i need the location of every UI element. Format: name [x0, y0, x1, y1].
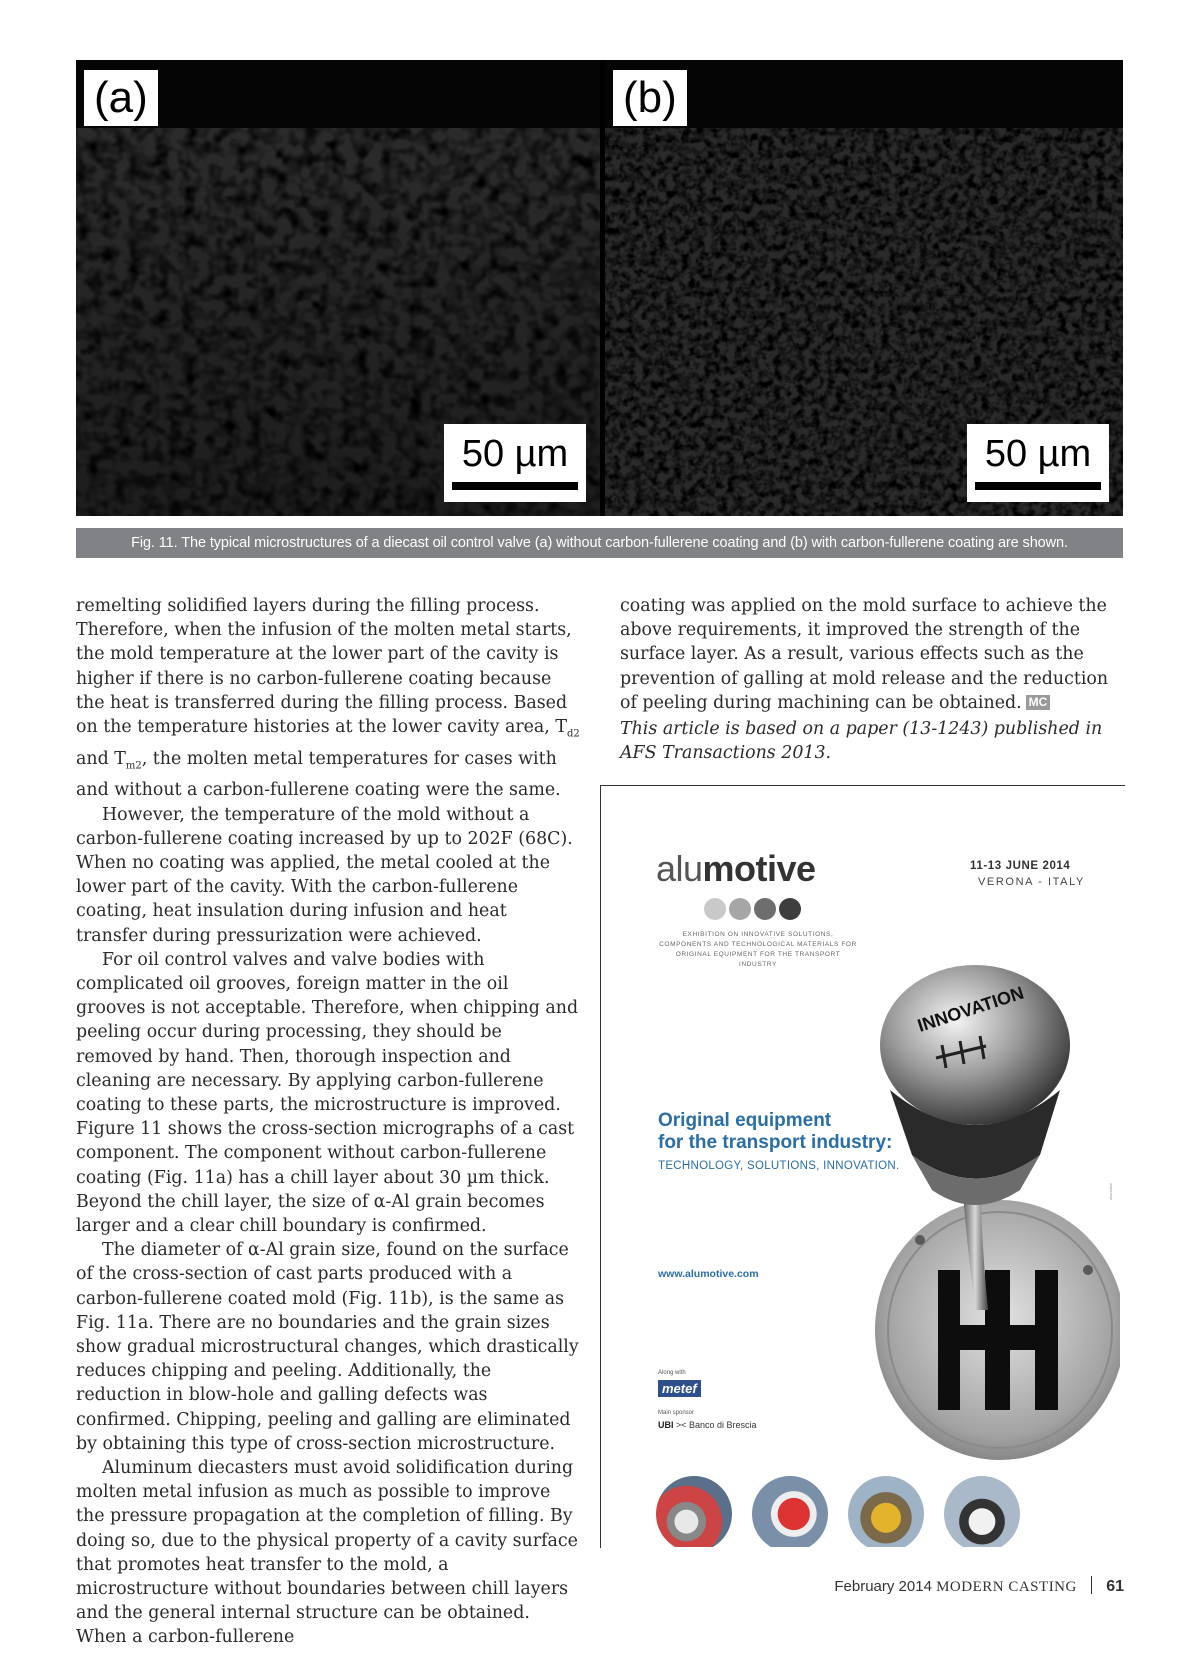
- train-photo-icon: [944, 1476, 1020, 1547]
- logo-dots: [704, 898, 804, 924]
- event-location: VERONA - ITALY: [978, 876, 1085, 888]
- micrograph-panel-b: [605, 60, 1123, 516]
- scale-line-a: [452, 482, 578, 490]
- bulldozer-photo-icon: [848, 1476, 924, 1547]
- footer-divider: [1091, 1576, 1092, 1594]
- logo-dot: [729, 898, 751, 920]
- paragraph: Aluminum diecasters must avoid solidification during molten metal infusion as much as possible to improve the pressure propagation at the completion of filling. By doing so, due to the physical property of a cavity surface that promotes heat transfer to the mold, a microstructure without boundaries between chill layers and the general internal structure can be obtained. When a carbon-fullerene: [76, 1458, 578, 1648]
- event-date: 11-13 JUNE 2014: [970, 860, 1071, 872]
- ad-website-link[interactable]: www.alumotive.com: [658, 1268, 759, 1280]
- page-number: 61: [1106, 1578, 1124, 1595]
- end-mark-badge: MC: [1026, 695, 1051, 710]
- paragraph: The diameter of α-Al grain size, found on the surface of the cross-section of cast parts produced with a carbon-fullerene coated mold (Fig. 11b), is the same as Fig. 11a. There are no boundaries and the grain sizes show gradual microstructural changes, which drastically reduces chipping and peeling. Additionally, the reduction in blow-hole and galling defects was confirmed. Chipping, peeling and galling are eliminated by obtaining this type of cross-section microstructure.: [76, 1240, 579, 1454]
- paragraph: remelting solidified layers during the filling process. Therefore, when the infusion of the molten metal starts, the mold temperature at the lower part of the cavity is higher if there is no carbon-fullerene coating because the heat is transferred during the filling process. Based on the temperature histories at the lower cavity area, $T_{d2}$ and $T_{m2}$, the molten metal temperatures for cases with and without a carbon-fullerene coating were the same.: [76, 596, 580, 801]
- transport-photo-strip: [656, 1476, 1040, 1547]
- article-column-right: [620, 594, 1125, 765]
- scale-label-a: 50 µm: [461, 433, 569, 475]
- panel-a-label: (a): [84, 70, 158, 126]
- panel-b-label: (b): [613, 70, 687, 126]
- page-footer: [790, 1576, 1124, 1596]
- source-note: This article is based on a paper (13-1243) published in AFS Transactions 2013.: [620, 719, 1103, 764]
- along-with-label: Along with: [658, 1370, 686, 1376]
- ad-headline: Original equipment for the transport industry:: [658, 1110, 893, 1153]
- metef-logo: metef: [658, 1380, 701, 1397]
- figure-caption: Fig. 11. The typical microstructures of a diecast oil control valve (a) without carbon-fullerene coating and (b) with carbon-fullerene coating are shown.: [76, 528, 1123, 558]
- scale-bar-b: [967, 424, 1109, 502]
- car-photo-icon: [656, 1476, 732, 1547]
- scale-bar-a: [444, 424, 586, 502]
- logo-dot: [704, 898, 726, 920]
- gear-shift-knob-icon: [850, 940, 1120, 1470]
- scale-label-b: 50 µm: [984, 433, 1092, 475]
- figure-11: [76, 60, 1123, 516]
- publication-name: MODERN CASTING: [936, 1579, 1077, 1595]
- truck-photo-icon: [752, 1476, 828, 1547]
- scale-line-b: [975, 482, 1101, 490]
- alumotive-advertisement: [640, 820, 1126, 1547]
- paragraph: However, the temperature of the mold without a carbon-fullerene coating increased by up to 202F (68C). When no coating was applied, the metal cooled at the lower part of the cavity. With the carbon-fullerene coating, heat insulation during infusion and heat transfer during pressurization were achieved.: [76, 804, 573, 946]
- logo-dot: [754, 898, 776, 920]
- sponsor-logo: UBI >< Banco di Brescia: [658, 1420, 757, 1430]
- article-column-left: [76, 594, 581, 1650]
- svg-text:alumotive: alumotive: [1108, 1182, 1113, 1200]
- svg-text:INNOVATION: INNOVATION: [915, 982, 1027, 1036]
- ad-subline: TECHNOLOGY, SOLUTIONS, INNOVATION.: [658, 1160, 900, 1172]
- paragraph: For oil control valves and valve bodies with complicated oil grooves, foreign matter in the oil grooves is not acceptable. Therefore, when chipping and peeling occur during processing, they should be removed by hand. Then, thorough inspection and cleaning are necessary. By applying carbon-fullerene coating to these parts, the microstructure is improved. Figure 11 shows the cross-section micrographs of a cast component. The component without carbon-fullerene coating (Fig. 11a) has a chill layer about 30 µm thick. Beyond the chill layer, the size of α-Al grain becomes larger and a clear chill boundary is confirmed.: [76, 949, 579, 1237]
- micrograph-panel-a: [76, 60, 600, 516]
- logo-dot: [779, 898, 801, 920]
- ad-tagline: EXHIBITION ON INNOVATIVE SOLUTIONS, COMPONENTS AND TECHNOLOGICAL MATERIALS FOR ORIGINAL EQUIPMENT FOR THE TRANSPORT INDUSTRY: [659, 931, 857, 968]
- alumotive-logo: alumotive: [656, 848, 816, 889]
- paragraph: coating was applied on the mold surface to achieve the above requirements, it improved the strength of the surface layer. As a result, various effects such as the prevention of galling at mold release and the reduction of peeling during machining can be obtained. MC: [620, 596, 1109, 713]
- issue-date: February 2014: [834, 1578, 932, 1595]
- sponsor-label: Main sponsor: [658, 1410, 695, 1416]
